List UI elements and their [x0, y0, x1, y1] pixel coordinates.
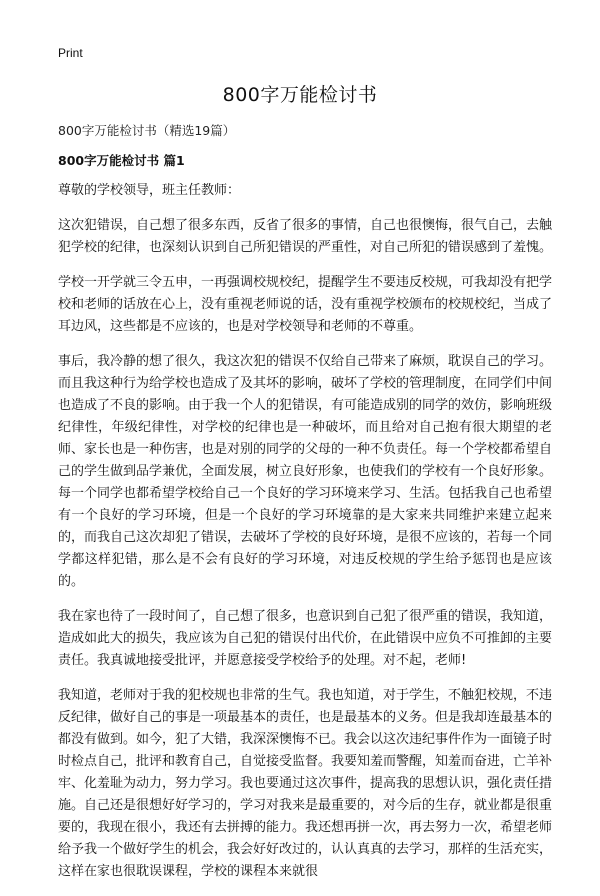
paragraph-4: 我在家也待了一段时间了，自己想了很多，也意识到自己犯了很严重的错误，我知道，造成如此大的损失，我应该为自己犯的错误付出代价，在此错误中应负不可推卸的主要责任。我真诚地接受批评，并愿意接受学校给予的处理。对不起，老师!: [58, 609, 553, 668]
paragraph-1: 这次犯错误，自己想了很多东西，反省了很多的事情，自己也很懊悔，很气自己，去触犯学校的纪律，也深刻认识到自己所犯错误的严重性，对自己所犯的错误感到了羞愧。: [58, 218, 553, 255]
paragraph-5: 我知道，老师对于我的犯校规也非常的生气。我也知道，对于学生，不触犯校规，不违反纪律，做好自己的事是一项最基本的责任，也是最基本的义务。但是我却连最基本的都没有做到。如今，犯了大错，我深深懊悔不已。我会以这次违纪事件作为一面镜子时时检点自己，批评和教育自己，自觉接受监督。我要知羞而警醒，知羞而奋进，亡羊补牢、化羞耻为动力，努力学习。我也要通过这次事件，提高我的思想认识，强化责任措施。自己还是很想好好学习的，学习对我来是最重要的，对今后的生存，就业都是很重要的，我现在很小，我还有去拼搏的能力。我还想再拼一次，再去努力一次，希望老师给予我一个做好学生的机会，我会好好改过的，认认真真的去学习，那样的生活充实，这样在家也很耽误课程，学校的课程本来就很: [58, 688, 553, 879]
page-title: 800字万能检讨书: [222, 84, 378, 106]
section-heading: 800字万能检讨书 篇1: [58, 153, 185, 168]
document-body: [58, 180, 552, 896]
document-subtitle: 800字万能检讨书（精选19篇）: [58, 123, 236, 138]
greeting-line: 尊敬的学校领导，班主任教师：: [58, 183, 241, 198]
paragraph-3: 事后，我冷静的想了很久，我这次犯的错误不仅给自己带来了麻烦，耽误自己的学习。而且我这种行为给学校也造成了及其坏的影响，破坏了学校的管理制度，在同学们中间也造成了不良的影响。由于我一个人的犯错误，有可能造成别的同学的效仿，影响班级纪律性，年级纪律性，对学校的纪律也是一种破坏，而且给对自己抱有很大期望的老师、家长也是一种伤害，也是对别的同学的父母的一种不负责任。每一个学校都希望自己的学生做到品学兼优，全面发展，树立良好形象，也使我们的学校有一个良好形象。每一个同学也都希望学校给自己一个良好的学习环境来学习、生活。包括我自己也希望有一个良好的学习环境，但是一个良好的学习环境靠的是大家来共同维护来建立起来的，而我自己这次却犯了错误，去破坏了学校的良好环境，是很不应该的，若每一个同学都这样犯错，那么是不会有良好的学习环境，对违反校规的学生给予惩罚也是应该的。: [58, 354, 553, 589]
print-link[interactable]: Print: [58, 46, 83, 60]
paragraph-2: 学校一开学就三令五申，一再强调校规校纪，提醒学生不要违反校规，可我却没有把学校和老师的话放在心上，没有重视老师说的话，没有重视学校颁布的校规校纪，当成了耳边风，这些都是不应该的，也是对学校领导和老师的不尊重。: [58, 275, 553, 334]
